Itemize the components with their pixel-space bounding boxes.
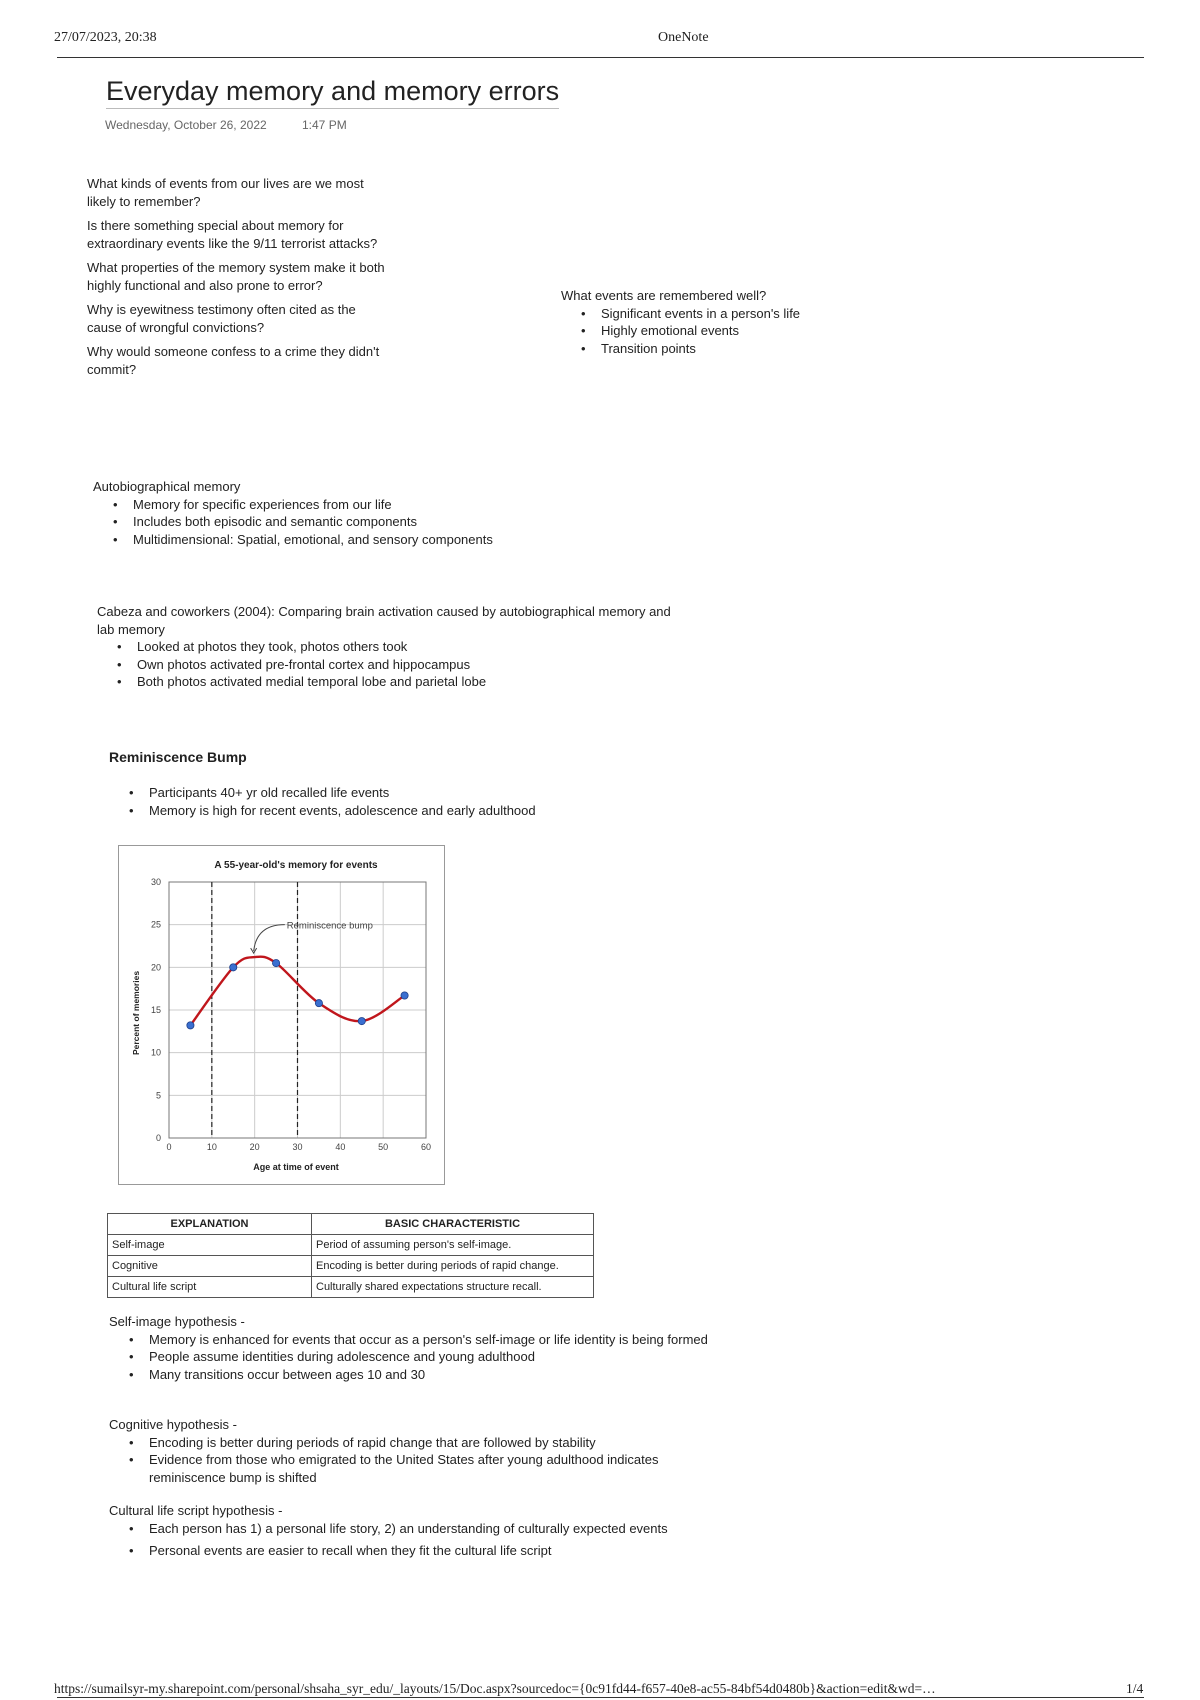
- table-header: EXPLANATION: [108, 1214, 312, 1235]
- list-item: • Participants 40+ yr old recalled life events: [109, 784, 709, 802]
- question: What kinds of events from our lives are we most likely to remember?: [87, 176, 364, 209]
- explanation-table: [107, 1213, 594, 1298]
- table-header: BASIC CHARACTERISTIC: [312, 1214, 594, 1235]
- page-date: Wednesday, October 26, 2022: [105, 118, 267, 132]
- y-tick-label: 5: [155, 1090, 161, 1101]
- footer-url: https://sumailsyr-my.sharepoint.com/personal/shsaha_syr_edu/_layouts/15/Doc.aspx?sourcedoc={0c91fd44-f657-40e8-ac55-84bf54d0480b}&action=edit&wd=…: [54, 1681, 936, 1696]
- x-tick-label: 40: [335, 1142, 346, 1152]
- questions-block: [87, 175, 392, 385]
- data-point: [187, 1022, 194, 1029]
- reminiscence-chart: [119, 846, 444, 1184]
- list-item: • Memory for specific experiences from our life: [93, 496, 593, 514]
- table-row: [108, 1256, 594, 1277]
- footer-page-number: 1/4: [1126, 1681, 1144, 1696]
- y-tick-label: 15: [150, 1005, 161, 1015]
- question: Why is eyewitness testimony often cited as the cause of wrongful convictions?: [87, 302, 356, 335]
- list-item: • Own photos activated pre-frontal cortex and hippocampus: [97, 656, 672, 674]
- table-cell: Cognitive: [108, 1256, 312, 1277]
- chart-title: A 55-year-old's memory for events: [214, 860, 378, 871]
- hypothesis-heading: Self-image hypothesis -: [109, 1314, 245, 1329]
- list-item: • Both photos activated medial temporal lobe and parietal lobe: [97, 673, 672, 691]
- x-tick-label: 30: [292, 1142, 303, 1152]
- page-time: 1:47 PM: [302, 118, 347, 132]
- x-tick-label: 50: [378, 1142, 389, 1152]
- footer-rule: [57, 1697, 1144, 1698]
- y-tick-label: 25: [150, 919, 161, 930]
- list-item: • Memory is high for recent events, adolescence and early adulthood: [109, 802, 709, 820]
- autobiographical-heading: Autobiographical memory: [93, 479, 241, 494]
- list-item: • Many transitions occur between ages 10 and 30: [109, 1366, 709, 1384]
- table-row: [108, 1277, 594, 1298]
- self-image-block: [109, 1313, 709, 1383]
- table-row: [108, 1235, 594, 1256]
- list-item: • Memory is enhanced for events that occur as a person's self-image or life identity is being formed: [109, 1331, 709, 1349]
- question: Is there something special about memory for extraordinary events like the 9/11 terrorist attacks?: [87, 218, 378, 251]
- table-cell: Self-image: [108, 1235, 312, 1256]
- x-tick-label: 60: [420, 1142, 432, 1152]
- table-cell: Culturally shared expectations structure recall.: [312, 1277, 594, 1298]
- table-cell: Cultural life script: [108, 1277, 312, 1298]
- y-tick-label: 10: [150, 1047, 161, 1058]
- reminiscence-bump-annotation: Reminiscence bump: [286, 920, 373, 932]
- chart-figure: [118, 845, 445, 1185]
- header-rule: [57, 57, 1144, 58]
- reminiscence-block: [109, 784, 709, 819]
- cabeza-block: [97, 603, 672, 691]
- remembered-heading: What events are remembered well?: [561, 288, 767, 303]
- x-tick-label: 0: [166, 1142, 172, 1152]
- reminiscence-heading: Reminiscence Bump: [109, 749, 247, 765]
- hypothesis-heading: Cognitive hypothesis -: [109, 1417, 237, 1432]
- table-cell: Encoding is better during periods of rapid change.: [312, 1256, 594, 1277]
- page-title: Everyday memory and memory errors: [106, 76, 559, 109]
- list-item: • Evidence from those who emigrated to the United States after young adulthood indicates reminiscence bump is shifted: [109, 1451, 709, 1486]
- list-item: • Includes both episodic and semantic components: [93, 513, 593, 531]
- list-item: • Highly emotional events: [561, 322, 891, 340]
- cognitive-block: [109, 1416, 709, 1486]
- y-tick-label: 30: [150, 877, 161, 887]
- question: What properties of the memory system make it both highly functional and also prone to error?: [87, 260, 385, 293]
- data-point: [230, 964, 237, 971]
- y-tick-label: 20: [150, 962, 161, 973]
- x-axis-label: Age at time of event: [253, 1162, 339, 1172]
- list-item: • Looked at photos they took, photos others took: [97, 638, 672, 656]
- table-cell: Period of assuming person's self-image.: [312, 1235, 594, 1256]
- y-axis-label: Percent of memories: [131, 970, 141, 1056]
- cultural-block: [109, 1502, 709, 1560]
- y-tick-label: 0: [155, 1133, 161, 1143]
- remembered-block: [561, 287, 891, 357]
- cabeza-heading: Cabeza and coworkers (2004): Comparing brain activation caused by autobiographical memory and lab memory: [97, 604, 671, 637]
- app-name: OneNote: [658, 30, 709, 45]
- list-item: • Transition points: [561, 340, 891, 358]
- list-item: • Personal events are easier to recall when they fit the cultural life script: [109, 1542, 709, 1560]
- list-item: • Encoding is better during periods of rapid change that are followed by stability: [109, 1434, 709, 1452]
- data-point: [315, 1000, 322, 1007]
- autobiographical-block: [93, 478, 593, 548]
- data-point: [358, 1017, 365, 1024]
- list-item: • People assume identities during adolescence and young adulthood: [109, 1348, 709, 1366]
- print-datetime: 27/07/2023, 20:38: [54, 30, 157, 45]
- question: Why would someone confess to a crime they didn't commit?: [87, 344, 380, 377]
- data-point: [272, 959, 279, 966]
- data-point: [401, 992, 408, 999]
- hypothesis-heading: Cultural life script hypothesis -: [109, 1503, 283, 1518]
- x-tick-label: 10: [206, 1142, 217, 1152]
- list-item: • Each person has 1) a personal life story, 2) an understanding of culturally expected events: [109, 1520, 709, 1538]
- list-item: • Significant events in a person's life: [561, 305, 891, 323]
- x-tick-label: 20: [249, 1142, 260, 1152]
- list-item: • Multidimensional: Spatial, emotional, and sensory components: [93, 531, 593, 549]
